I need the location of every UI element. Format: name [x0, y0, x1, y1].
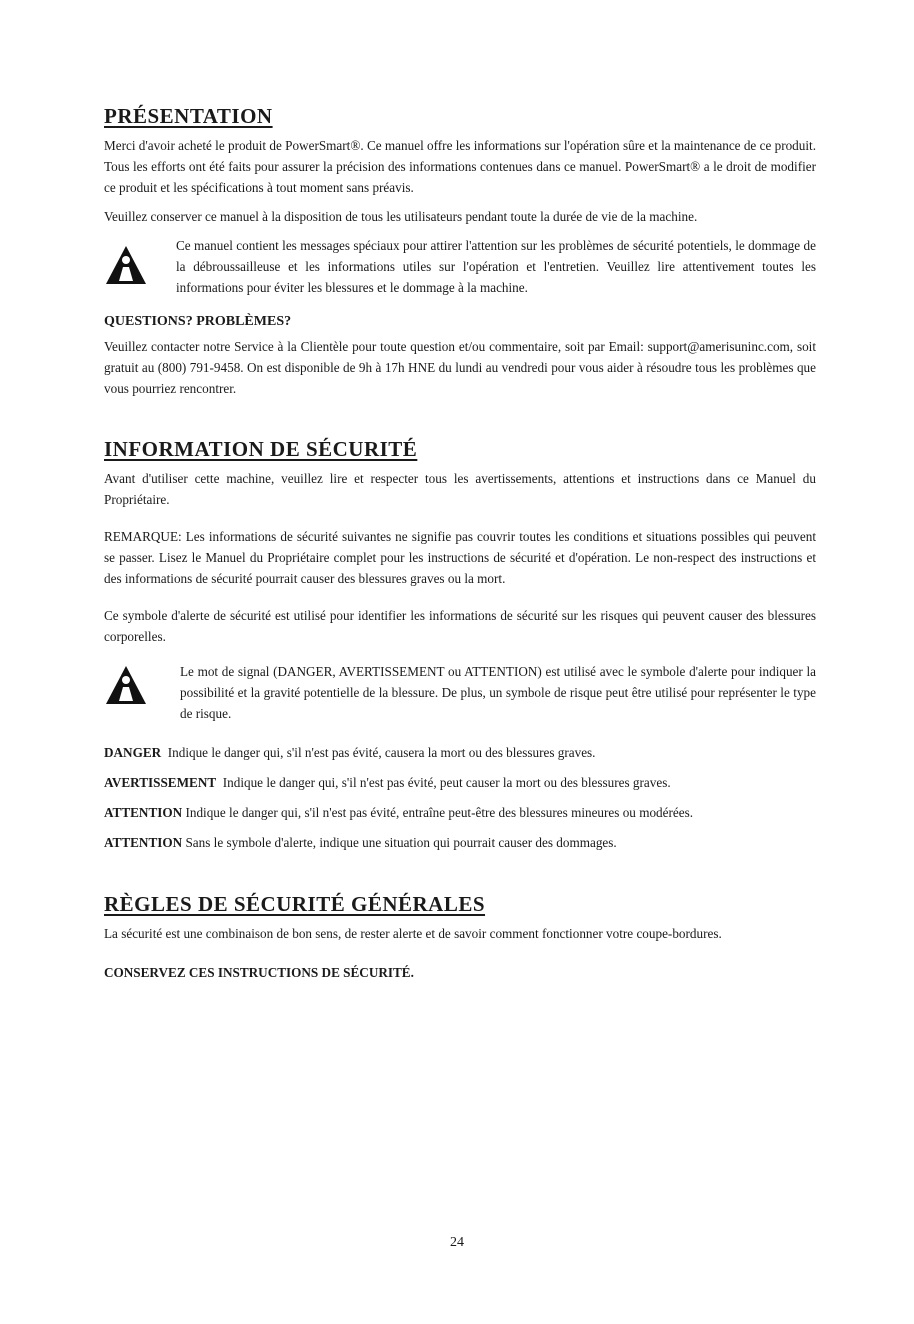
signal-word-block — [104, 661, 816, 732]
presentation-heading: PRÉSENTATION — [104, 104, 273, 128]
definition-text: Indique le danger qui, s'il n'est pas évité, causera la mort ou des blessures graves. — [167, 745, 596, 760]
questions-heading: QUESTIONS? PROBLÈMES? — [104, 314, 292, 329]
presentation-paragraph-2: Veuillez conserver ce manuel à la disposition de tous les utilisateurs pendant toute la durée de vie de la machine. — [104, 209, 698, 224]
signal-word-definitions — [104, 742, 816, 853]
definition-avertissement — [104, 772, 816, 793]
definition-text: Sans le symbole d'alerte, indique une situation qui pourrait causer des dommages. — [185, 835, 617, 850]
safety-info-paragraph-4: Le mot de signal (DANGER, AVERTISSEMENT ou ATTENTION) est utilisé avec le symbole d'alerte pour indiquer la possibilité et la gravité potentielle de la blessure. De plus, un symbole de risque peut être utilisé pour représenter le type de risque. — [180, 664, 816, 721]
page-number: 24 — [450, 1235, 464, 1250]
definition-term: ATTENTION — [104, 835, 183, 850]
safety-info-paragraph-3: Ce symbole d'alerte de sécurité est utilisé pour identifier les informations de sécurité sur les risques qui peuvent causer des blessures corporelles. — [104, 608, 816, 644]
presentation-paragraph-1: Merci d'avoir acheté le produit de PowerSmart®. Ce manuel offre les informations sur l'opération sûre et la maintenance de ce produit. Tous les efforts ont été faits pour assurer la précision des informations contenues dans ce manuel. PowerSmart® a le droit de modifier ce produit et les spécifications à tout moment sans préavis. — [104, 138, 816, 195]
definition-attention — [104, 802, 816, 823]
general-rules-paragraph: La sécurité est une combinaison de bon sens, de rester alerte et de savoir comment fonctionner votre coupe-bordures. — [104, 926, 722, 941]
safety-info-paragraph-2: REMARQUE: Les informations de sécurité suivantes ne signifie pas couvrir toutes les conditions et situations possibles qui peuvent se passer. Lisez le Manuel du Propriétaire complet pour les instructions de sécurité et d'opération. Le non-respect des instructions et des informations de sécurité pourrait causer des blessures graves ou la mort. — [104, 529, 816, 586]
presentation-alert-block — [104, 235, 816, 306]
definition-text: Indique le danger qui, s'il n'est pas évité, peut causer la mort ou des blessures graves. — [222, 775, 671, 790]
warning-icon — [104, 663, 148, 707]
definition-danger — [104, 742, 816, 763]
warning-icon — [104, 243, 148, 287]
definition-attention-no-symbol — [104, 832, 816, 853]
definition-text: Indique le danger qui, s'il n'est pas évité, entraîne peut-être des blessures mineures ou modérées. — [185, 805, 694, 820]
definition-term: ATTENTION — [104, 805, 183, 820]
definition-term: DANGER — [104, 745, 162, 760]
safety-info-paragraph-1: Avant d'utiliser cette machine, veuillez lire et respecter tous les avertissements, attentions et instructions dans ce Manuel du Propriétaire. — [104, 471, 816, 507]
document-page — [104, 104, 816, 991]
keep-instructions-note: CONSERVEZ CES INSTRUCTIONS DE SÉCURITÉ. — [104, 965, 414, 980]
presentation-paragraph-3: Ce manuel contient les messages spéciaux pour attirer l'attention sur les problèmes de sécurité potentiels, le dommage de la débroussailleuse et les informations utiles sur l'opération et l'entretien. Veuillez lire attentivement toutes les informations pour éviter les blessures et le dommage à la machine. — [176, 238, 816, 295]
general-rules-heading: RÈGLES DE SÉCURITÉ GÉNÉRALES — [104, 892, 486, 916]
questions-paragraph: Veuillez contacter notre Service à la Clientèle pour toute question et/ou commentaire, soit par Email: support@amerisuninc.com, soit gratuit au (800) 791-9458. On est disponible de 9h à 17h HNE du lundi au vendredi pour vous aider à résoudre tous les problèmes que vous pourriez rencontrer. — [104, 339, 816, 396]
safety-info-heading: INFORMATION DE SÉCURITÉ — [104, 437, 418, 461]
definition-term: AVERTISSEMENT — [104, 775, 217, 790]
